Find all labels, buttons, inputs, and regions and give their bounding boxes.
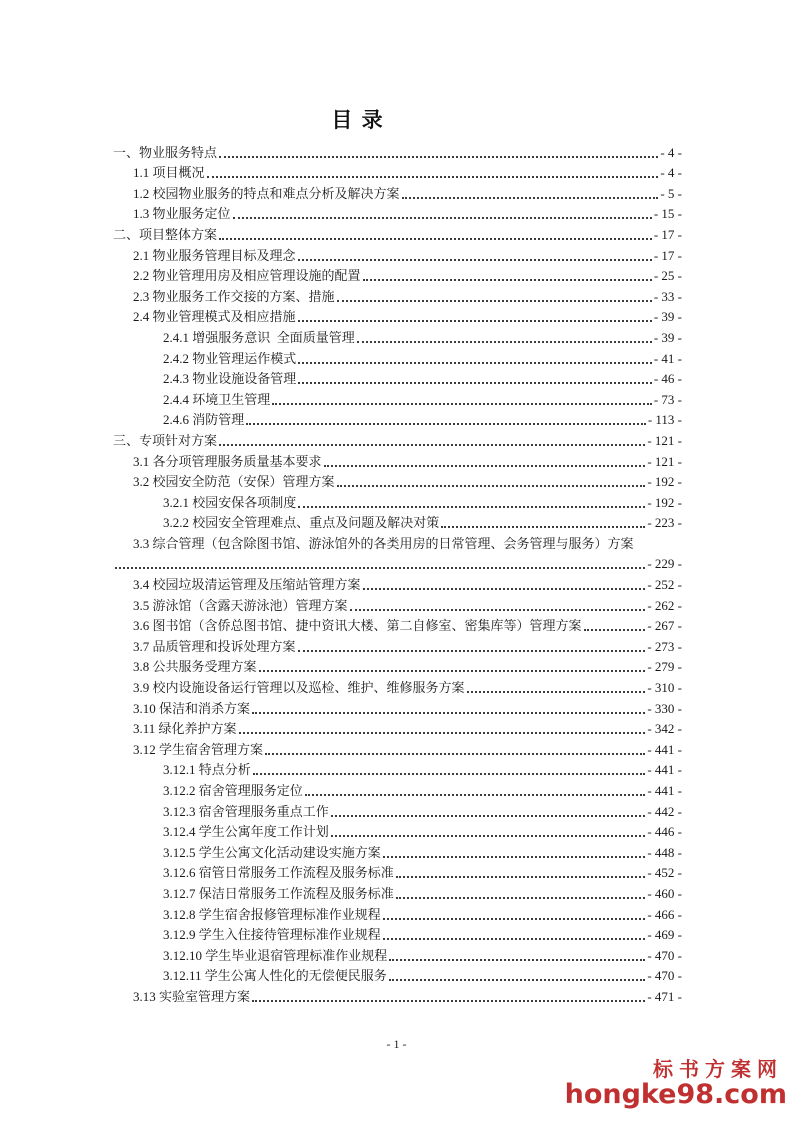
toc-entry-page: - 448 - xyxy=(647,844,682,860)
toc-entry-label: 3.12.2 宿舍管理服务定位 xyxy=(163,783,303,798)
toc-entry[interactable] xyxy=(113,840,682,861)
toc-entry[interactable] xyxy=(113,202,682,223)
toc-entry[interactable] xyxy=(113,181,682,202)
toc-entry-label: 3.12.5 学生公寓文化活动建设实施方案 xyxy=(163,844,381,860)
toc-entry[interactable] xyxy=(113,264,682,285)
toc-entry-page: - 262 - xyxy=(647,597,682,613)
toc-entry[interactable] xyxy=(113,222,682,243)
toc-entry-page: - 121 - xyxy=(647,453,682,469)
toc-entry-label: 3.12.10 学生毕业退宿管理标准作业规程 xyxy=(163,947,388,963)
toc-entry-label: 1.1 项目概况 xyxy=(133,165,205,181)
toc-entry[interactable] xyxy=(113,367,682,388)
toc-entry-label: 3.9 校内设施设备运行管理以及巡检、维护、维修服务方案 xyxy=(133,680,465,696)
toc-entry-page: - 41 - xyxy=(653,350,682,366)
toc-entry-page: - 442 - xyxy=(647,803,682,819)
toc-leader-dots xyxy=(298,320,652,322)
toc-entry-page: - 441 - xyxy=(647,783,682,798)
toc-entry-label: 2.3 物业服务工作交接的方案、措施 xyxy=(133,288,335,304)
toc-entry-page: - 4 - xyxy=(660,144,682,160)
toc-entry-page: - 33 - xyxy=(653,288,682,304)
toc-entry-page: - 441 - xyxy=(647,741,682,757)
toc-leader-dots xyxy=(350,609,646,611)
toc-leader-dots xyxy=(337,485,646,487)
toc-leader-dots xyxy=(467,691,646,693)
toc-entry-page: - 39 - xyxy=(653,329,682,345)
toc-entry[interactable] xyxy=(113,387,682,408)
toc-entry-page: - 192 - xyxy=(647,474,682,490)
toc-entry[interactable] xyxy=(113,593,682,614)
toc-leader-dots xyxy=(396,876,646,878)
toc-entry-label: 3.10 保洁和消杀方案 xyxy=(133,700,251,716)
toc-leader-dots xyxy=(219,238,652,240)
toc-entry-label: 3.12.8 学生宿舍报修管理标准作业规程 xyxy=(163,906,381,922)
toc-entry[interactable] xyxy=(113,778,682,799)
toc-entry-label: 2.2 物业管理用房及相应管理设施的配置 xyxy=(133,268,361,284)
toc-entry-page: - 17 - xyxy=(653,226,682,242)
toc-entry[interactable] xyxy=(113,675,682,696)
toc-leader-dots xyxy=(389,959,645,961)
toc-entry[interactable] xyxy=(113,161,682,182)
toc-entry-page: - 471 - xyxy=(647,988,682,1004)
toc-entry-label: 2.4.1 增强服务意识 全面质量管理 xyxy=(163,329,355,345)
toc-leader-dots xyxy=(337,300,652,302)
toc-leader-dots xyxy=(298,259,652,261)
toc-entry-page: - 273 - xyxy=(647,638,682,654)
toc-entry-page: - 279 - xyxy=(647,659,682,675)
toc-entry-label: 1.2 校园物业服务的特点和难点分析及解决方案 xyxy=(133,185,400,201)
toc-entry-page: - 460 - xyxy=(647,885,682,901)
toc-entry[interactable] xyxy=(113,511,682,532)
toc-entry-page: - 466 - xyxy=(647,906,682,922)
toc-entry[interactable] xyxy=(113,634,682,655)
toc-leader-dots xyxy=(396,897,646,899)
toc-entry[interactable] xyxy=(113,881,682,902)
toc-entry[interactable] xyxy=(113,943,682,964)
toc-entry[interactable] xyxy=(113,737,682,758)
toc-entry-label: 3.12 学生宿舍管理方案 xyxy=(133,741,264,757)
toc-entry-label: 1.3 物业服务定位 xyxy=(133,206,231,222)
toc-leader-dots xyxy=(246,423,646,425)
toc-leader-dots xyxy=(253,773,646,775)
toc-entry-label: 3.2 校园安全防范（安保）管理方案 xyxy=(133,474,335,490)
toc-entry-label: 3.12.6 宿管日常服务工作流程及服务标准 xyxy=(163,865,394,881)
toc-entry-label: 3.8 公共服务受理方案 xyxy=(133,659,257,675)
toc-leader-dots xyxy=(219,444,645,446)
toc-leader-dots xyxy=(272,403,652,405)
toc-entry-label: 一、物业服务特点 xyxy=(113,144,218,160)
toc-entry-page: - 5 - xyxy=(660,185,682,201)
toc-entry-label: 3.12.9 学生入住接待管理标准作业规程 xyxy=(163,927,381,943)
toc-entry-page: - 330 - xyxy=(647,700,682,716)
toc-entry[interactable] xyxy=(113,408,682,429)
toc-entry-label: 3.1 各分项管理服务质量基本要求 xyxy=(133,453,322,469)
toc-leader-dots xyxy=(233,217,652,219)
toc-entry-label: 3.12.1 特点分析 xyxy=(163,762,251,778)
toc-leader-dots xyxy=(363,588,646,590)
toc-leader-dots xyxy=(252,712,645,714)
toc-entry-page: - 223 - xyxy=(647,515,682,531)
toc-entry[interactable] xyxy=(113,696,682,717)
toc-leader-dots xyxy=(305,794,646,796)
toc-entry[interactable] xyxy=(113,140,682,161)
toc-entry-label: 3.12.3 宿舍管理服务重点工作 xyxy=(163,803,329,819)
toc-entry[interactable] xyxy=(113,325,682,346)
toc-leader-dots xyxy=(389,979,646,981)
toc-leader-dots xyxy=(207,176,659,178)
toc-entry-page: - 15 - xyxy=(653,206,682,222)
toc-entry[interactable] xyxy=(113,490,682,511)
toc-entry-label: 2.4.6 消防管理 xyxy=(163,412,245,428)
toc-entry-page: - 192 - xyxy=(647,494,682,510)
toc-entry-label: 2.4 物业管理模式及相应措施 xyxy=(133,309,296,325)
toc-leader-dots xyxy=(584,629,646,631)
toc-leader-dots xyxy=(383,938,646,940)
toc-leader-dots xyxy=(383,856,646,858)
toc-entry-page: - 229 - xyxy=(647,556,682,572)
toc-list xyxy=(113,140,682,1005)
toc-entry-page: - 17 - xyxy=(653,247,682,263)
toc-entry-label: 2.4.2 物业管理运作模式 xyxy=(163,350,297,366)
toc-entry-label: 3.12.11 学生公寓人性化的无偿便民服务 xyxy=(163,968,387,984)
toc-entry-page: - 46 - xyxy=(653,371,682,387)
toc-entry[interactable] xyxy=(113,346,682,367)
toc-leader-dots xyxy=(331,835,646,837)
toc-entry-label: 2.4.3 物业设施设备管理 xyxy=(163,371,297,387)
watermark-site-url: hongke98.com xyxy=(564,1079,787,1110)
toc-entry-page: - 4 - xyxy=(660,165,682,181)
toc-leader-dots xyxy=(441,526,645,528)
toc-leader-dots xyxy=(363,279,652,281)
toc-entry-page: - 39 - xyxy=(653,309,682,325)
toc-leader-dots xyxy=(357,341,652,343)
toc-entry-label: 二、项目整体方案 xyxy=(113,226,218,242)
toc-entry[interactable] xyxy=(113,984,682,1005)
toc-entry-page: - 25 - xyxy=(653,268,682,284)
toc-entry-page: - 310 - xyxy=(647,680,682,696)
toc-leader-dots xyxy=(331,815,646,817)
toc-entry-page: - 470 - xyxy=(647,968,682,984)
toc-leader-dots xyxy=(298,362,652,364)
toc-entry-page: - 469 - xyxy=(647,927,682,943)
toc-entry[interactable] xyxy=(113,902,682,923)
toc-entry[interactable] xyxy=(113,923,682,944)
toc-entry[interactable] xyxy=(113,799,682,820)
toc-entry[interactable] xyxy=(113,861,682,882)
toc-leader-dots xyxy=(252,1000,645,1002)
toc-entry[interactable] xyxy=(113,655,682,676)
toc-entry-page: - 452 - xyxy=(647,865,682,881)
toc-entry-page: - 267 - xyxy=(647,618,682,634)
toc-leader-dots xyxy=(219,156,658,158)
page-number: - 1 - xyxy=(386,1037,407,1051)
toc-entry-page: - 121 - xyxy=(647,432,682,448)
toc-entry-label: 3.11 绿化养护方案 xyxy=(133,721,237,737)
toc-entry-label: 3.12.7 保洁日常服务工作流程及服务标准 xyxy=(163,885,394,901)
toc-entry[interactable] xyxy=(113,717,682,738)
toc-entry-label: 2.4.4 环境卫生管理 xyxy=(163,391,271,407)
toc-entry-page: - 113 - xyxy=(647,412,682,428)
toc-entry[interactable] xyxy=(113,964,682,985)
toc-entry-label: 3.12.4 学生公寓年度工作计划 xyxy=(163,824,329,840)
toc-leader-dots xyxy=(324,465,646,467)
toc-entry[interactable] xyxy=(113,758,682,779)
toc-entry-label: 2.1 物业服务管理目标及理念 xyxy=(133,247,296,263)
toc-entry[interactable] xyxy=(113,305,682,326)
toc-entry[interactable] xyxy=(113,820,682,841)
toc-entry-page: - 470 - xyxy=(647,947,682,963)
toc-entry-page: - 441 - xyxy=(647,762,682,778)
toc-entry[interactable] xyxy=(113,572,682,593)
toc-entry-label: 3.5 游泳馆（含露天游泳池）管理方案 xyxy=(133,597,348,613)
toc-entry-label: 3.3 综合管理（包含除图书馆、游泳馆外的各类用房的日常管理、会务管理与服务）方案 xyxy=(133,535,634,551)
toc-leader-dots xyxy=(383,918,646,920)
toc-leader-dots xyxy=(298,650,646,652)
toc-entry-label: 三、专项针对方案 xyxy=(113,432,218,448)
toc-entry[interactable] xyxy=(113,284,682,305)
toc-entry-page: - 342 - xyxy=(647,721,682,737)
toc-entry-page: - 446 - xyxy=(647,824,682,840)
toc-leader-dots xyxy=(115,567,645,569)
toc-entry-continuation[interactable] xyxy=(113,552,682,573)
toc-leader-dots xyxy=(298,382,652,384)
toc-entry[interactable] xyxy=(113,470,682,491)
toc-leader-dots xyxy=(259,670,646,672)
toc-entry-label: 3.7 品质管理和投诉处理方案 xyxy=(133,638,296,654)
watermark xyxy=(565,1059,787,1108)
toc-leader-dots xyxy=(402,197,659,199)
toc-leader-dots xyxy=(265,753,645,755)
toc-leader-dots xyxy=(239,732,646,734)
toc-entry-label: 3.4 校园垃圾清运管理及压缩站管理方案 xyxy=(133,577,361,593)
toc-entry-label: 3.13 实验室管理方案 xyxy=(133,988,251,1004)
toc-entry-label: 3.2.1 校园安保各项制度 xyxy=(163,494,297,510)
watermark-site-name: 标书方案网 xyxy=(653,1057,783,1081)
toc-entry-label: 3.2.2 校园安全管理难点、重点及问题及解决对策 xyxy=(163,515,440,531)
toc-leader-dots xyxy=(298,506,645,508)
toc-entry[interactable] xyxy=(113,243,682,264)
toc-entry-page: - 252 - xyxy=(647,577,682,593)
toc-title: 目 录 xyxy=(331,108,385,132)
toc-entry[interactable] xyxy=(113,428,682,449)
toc-entry[interactable] xyxy=(113,449,682,470)
toc-entry-label: 3.6 图书馆（含侨总图书馆、捷中资讯大楼、第二自修室、密集库等）管理方案 xyxy=(133,618,582,634)
toc-entry-page: - 73 - xyxy=(653,391,682,407)
toc-entry[interactable] xyxy=(113,531,682,552)
toc-entry[interactable] xyxy=(113,614,682,635)
